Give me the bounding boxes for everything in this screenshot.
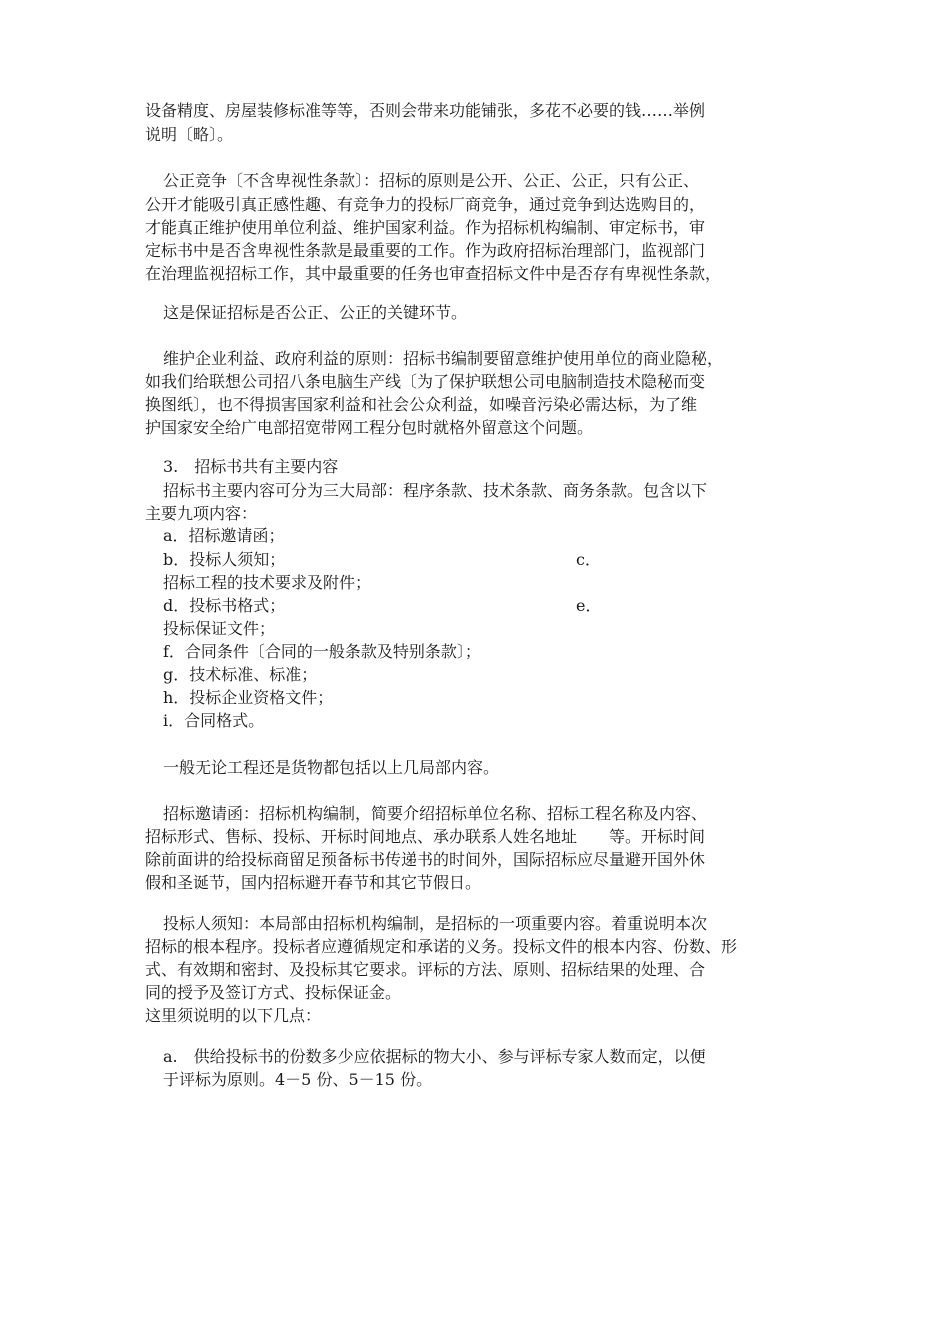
list-item: i．合同格式。 (163, 711, 265, 730)
text-line: 这是保证招标是否公正、公正的关键环节。 (163, 303, 468, 322)
text-line: 护国家安全给广电部招宽带网工程分包时就格外留意这个问题。 (145, 418, 594, 437)
list-item: f．合同条件〔合同的一般条款及特别条款〕； (163, 642, 481, 661)
text-line: 定标书中是否含卑视性条款是最重要的工作。作为政府招标治理部门，监视部门 (145, 241, 706, 260)
text-line: 换图纸〕，也不得损害国家利益和社会公众利益，如噪音污染必需达标，为了维 (145, 395, 698, 414)
text-line: 主要九项内容： (145, 504, 258, 523)
text-line: 同的授予及签订方式、投标保证金。 (145, 983, 402, 1002)
list-item: a．招标邀请函； (163, 526, 285, 545)
list-item: 招标工程的技术要求及附件； (163, 573, 372, 592)
text-line: 一般无论工程还是货物都包括以上几局部内容。 (163, 758, 500, 777)
text-line: a. 供给投标书的份数多少应依据标的物大小、参与评标专家人数而定，以便 (163, 1047, 706, 1066)
text-line: 式、有效期和密封、及投标其它要求。评标的方法、原则、招标结果的处理、合 (145, 960, 706, 979)
paragraph-fair-competition-line: 公正竞争〔不含卑视性条款〕：招标的原则是公开、公正、公正，只有公正、 (163, 171, 700, 190)
list-item: b．投标人须知； c． (163, 550, 601, 569)
list-item: h．投标企业资格文件； (163, 688, 334, 707)
text-line: 这里须说明的以下几点： (145, 1006, 322, 1025)
list-item: 投标保证文件； (163, 619, 276, 638)
list-item: d．投标书格式； e． (163, 596, 602, 615)
text-line: 除前面讲的给投标商留足预备标书传递书的时间外，国际招标应尽量避开国外休 (145, 850, 706, 869)
section-heading: 3. 招标书共有主要内容 (163, 457, 339, 476)
list-item-marker: c． (576, 550, 601, 569)
text-line: 如我们给联想公司招八条电脑生产线〔为了保护联想公司电脑制造技术隐秘而变 (145, 372, 706, 391)
list-item-marker: e． (576, 596, 602, 615)
text-line: 假和圣诞节，国内招标避开春节和其它节假日。 (145, 873, 482, 892)
text-line: 招标的根本程序。投标者应遵循规定和承诺的义务。投标文件的根本内容、份数、形 (145, 937, 738, 956)
text-line: 设备精度、房屋装修标准等等，否则会带来功能铺张，多花不必要的钱……举例 (145, 101, 706, 120)
text-line: 才能真正维护使用单位利益、维护国家利益。作为招标机构编制、审定标书，审 (145, 218, 706, 237)
list-item: 于评标为原则。4－5 份、5－15 份。 (163, 1070, 433, 1089)
list-item: g．技术标准、标准； (163, 665, 318, 684)
text-line: 招标书主要内容可分为三大局部：程序条款、技术条款、商务条款。包含以下 (163, 481, 708, 500)
text-line: 在治理监视招标工作，其中最重要的任务也审查招标文件中是否存有卑视性条款， (145, 264, 722, 283)
paragraph-interest-line: 维护企业利益、政府利益的原则：招标书编制要留意维护使用单位的商业隐秘， (163, 349, 724, 368)
paragraph-invitation-line: 招标邀请函：招标机构编制，简要介绍招标单位名称、招标工程名称及内容、 (163, 804, 708, 823)
text-line: 说明〔略〕。 (145, 125, 234, 144)
paragraph-bidder-notice-line: 投标人须知：本局部由招标机构编制，是招标的一项重要内容。着重说明本次 (163, 914, 708, 933)
text-line: 招标形式、售标、投标、开标时间地点、承办联系人姓名地址 等。开标时间 (145, 827, 706, 846)
text-line: 公开才能吸引真正感性趣、有竞争力的投标厂商竞争，通过竞争到达选购目的， (145, 195, 706, 214)
